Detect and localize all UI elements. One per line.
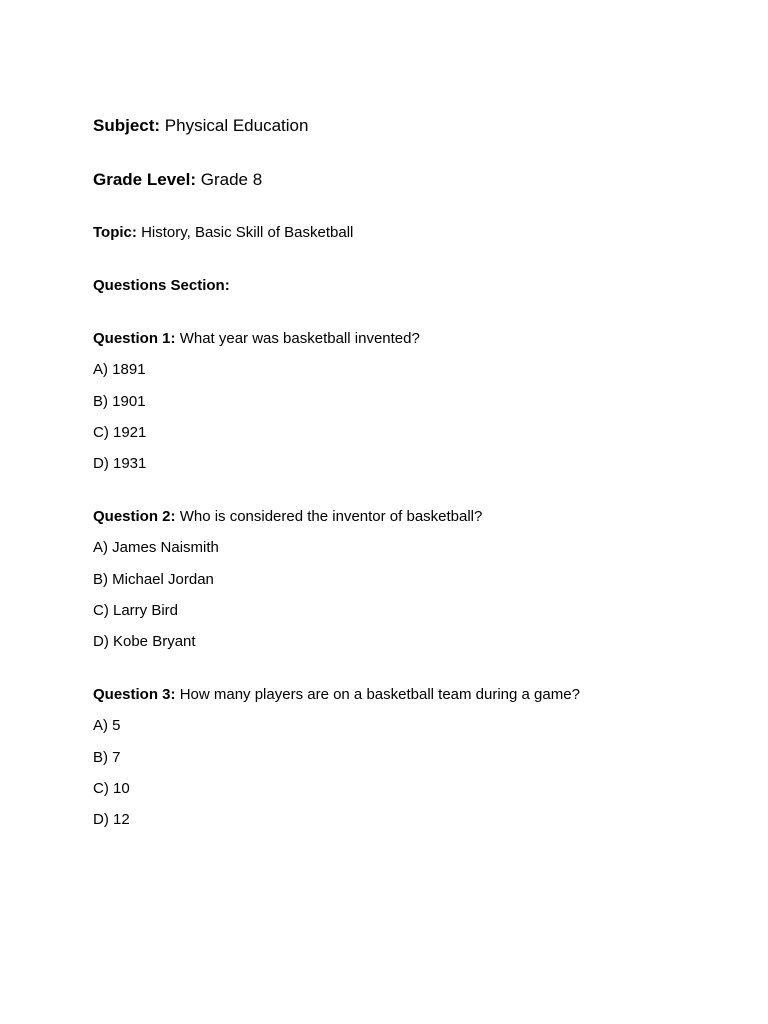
question-2-option-b: B) Michael Jordan	[93, 571, 214, 588]
topic-value: History, Basic Skill of Basketball	[141, 224, 354, 241]
topic-label: Topic:	[93, 224, 137, 241]
question-2-option-d: D) Kobe Bryant	[93, 633, 196, 650]
question-2-label: Question 2:	[93, 508, 176, 525]
question-1-text: What year was basketball invented?	[179, 330, 420, 347]
grade-level-line	[93, 171, 262, 188]
question-1-label: Question 1:	[93, 330, 176, 347]
question-1-option-c: C) 1921	[93, 424, 147, 441]
subject-value: Physical Education	[164, 116, 309, 135]
question-1-option-b: B) 1901	[93, 393, 146, 410]
topic-line	[93, 225, 353, 240]
question-1-option-d: D) 1931	[93, 455, 147, 472]
question-1-option-a: A) 1891	[93, 361, 146, 378]
grade-level-value: Grade 8	[200, 170, 263, 189]
subject-label: Subject:	[93, 116, 161, 135]
question-2-option-c: C) Larry Bird	[93, 602, 179, 619]
grade-level-label: Grade Level:	[93, 170, 196, 189]
question-2-option-a: A) James Naismith	[93, 539, 219, 556]
question-3-option-d: D) 12	[93, 811, 130, 828]
question-3	[93, 687, 580, 702]
question-2-text: Who is considered the inventor of basketball?	[179, 508, 483, 525]
questions-section-title: Questions Section:	[93, 277, 230, 294]
question-3-option-b: B) 7	[93, 749, 121, 766]
subject-line	[93, 117, 308, 134]
question-3-label: Question 3:	[93, 686, 176, 703]
question-2	[93, 509, 482, 524]
question-3-text: How many players are on a basketball team during a game?	[179, 686, 580, 703]
question-3-option-a: A) 5	[93, 717, 121, 734]
question-3-option-c: C) 10	[93, 780, 130, 797]
question-1	[93, 331, 420, 346]
